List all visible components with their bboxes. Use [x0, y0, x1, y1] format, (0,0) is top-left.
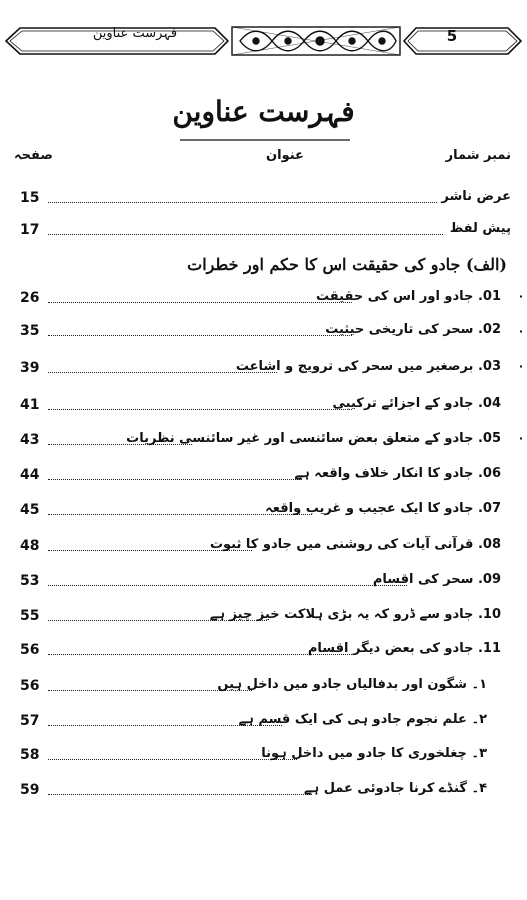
leader-dots	[48, 335, 352, 336]
toc-label: 05. جادو کے متعلق بعض سائنسی اور غیر سائنسی نظریات	[126, 431, 501, 446]
toc-page-number: 56	[20, 678, 40, 694]
leader-dots	[48, 585, 407, 586]
toc-page-number: 35	[20, 323, 40, 339]
leader-dots	[48, 479, 302, 480]
toc-row-05[interactable]: 43 05. جادو کے متعلق بعض سائنسی اور غیر سائنسی نظریات ·	[20, 431, 523, 448]
toc-label: عرض ناشر	[441, 189, 511, 204]
ornament-icon	[232, 27, 400, 55]
column-header-title: عنوان	[266, 148, 304, 163]
toc-label: ۴۔ گنڈے کرنا جادوئی عمل ہے	[303, 781, 487, 796]
toc-label: 07. جادو کا ایک عجیب و غریب واقعہ	[265, 501, 501, 516]
toc-subrow-4[interactable]	[0, 780, 527, 806]
toc-page-number: 48	[20, 538, 40, 554]
toc-page-number: 57	[20, 713, 40, 729]
toc-page-number: 58	[20, 747, 40, 763]
page-number: 5	[446, 27, 458, 45]
toc-label: 09. سحر کی اقسام	[372, 572, 501, 587]
toc-row-09[interactable]	[0, 571, 527, 597]
toc-page-number: 43	[20, 432, 40, 448]
toc-row-02[interactable]: 35 02. سحر کی تاریخی حیثیت ·	[20, 322, 523, 339]
toc-row-08[interactable]	[0, 536, 527, 562]
toc-page-number: 39	[20, 360, 40, 376]
toc-page-number: 41	[20, 397, 40, 413]
leader-dots	[48, 759, 297, 760]
toc-label: 01. جادو اور اس کی حقیقت	[316, 289, 501, 304]
toc-row-10[interactable]	[0, 606, 527, 632]
toc-label: ۳۔ چغلخوری کا جادو میں داخل ہونا	[261, 746, 487, 761]
toc-label: ۱۔ شگون اور بدفالیاں جادو میں داخل ہیں	[217, 677, 487, 692]
column-header-page: صفحہ	[14, 148, 53, 163]
toc-row-front-1[interactable]	[0, 188, 527, 214]
toc-page-number: 15	[20, 190, 40, 206]
toc-label: پیش لفظ	[449, 221, 511, 236]
toc-row-03[interactable]: 39 03. برصغیر میں سحر کی ترویج و اشاعت ·	[20, 359, 523, 376]
toc-label: 06. جادو کا انکار خلاف واقعہ ہے	[294, 466, 501, 481]
toc-label: 03. برصغیر میں سحر کی ترویج و اشاعت	[235, 359, 501, 374]
toc-page-number: 53	[20, 573, 40, 589]
toc-label: ۲۔ علم نجوم جادو ہی کی ایک قسم ہے	[238, 712, 487, 727]
section-heading: (الف) جادو کی حقیقت اس کا حکم اور خطرات	[187, 255, 507, 274]
toc-subrow-1[interactable]	[0, 676, 527, 702]
toc-subrow-2[interactable]	[0, 711, 527, 737]
page-title: فہرست عناوین	[172, 95, 355, 128]
toc-page-number: 44	[20, 467, 40, 483]
toc-page-number: 26	[20, 290, 40, 306]
leader-dots	[48, 794, 312, 795]
toc-row-01[interactable]: 26 01. جادو اور اس کی حقیقت ·	[20, 289, 523, 306]
toc-label: 08. قرآنی آیات کی روشنی میں جادو کا ثبوت	[209, 537, 501, 552]
toc-row-11[interactable]	[0, 640, 527, 666]
toc-row-04[interactable]	[0, 395, 527, 421]
toc-subrow-3[interactable]	[0, 745, 527, 771]
toc-label: 10. جادو سے ڈرو کہ یہ بڑی ہلاکت خیز چیز ہے	[209, 607, 501, 622]
toc-page-number: 56	[20, 642, 40, 658]
leader-dots	[48, 654, 352, 655]
toc-page-number: 17	[20, 222, 40, 238]
title-underline	[180, 136, 350, 144]
toc-page-number: 59	[20, 782, 40, 798]
toc-row-07[interactable]	[0, 500, 527, 526]
toc-label: 11. جادو کی بعض دیگر اقسام	[307, 641, 501, 656]
leader-dots	[48, 409, 352, 410]
toc-page-number: 55	[20, 608, 40, 624]
toc-row-06[interactable]	[0, 465, 527, 491]
toc-label: 04. جادو کے اجزائے ترکیبی	[332, 396, 501, 411]
toc-label: 02. سحر کی تاریخی حیثیت	[325, 322, 501, 337]
column-header-serial: نمبر شمار	[445, 148, 511, 163]
running-title: فہرست عناوین	[92, 26, 178, 41]
toc-row-front-2[interactable]	[0, 220, 527, 246]
leader-dots	[48, 302, 352, 303]
leader-dots	[48, 202, 437, 203]
leader-dots	[48, 234, 443, 235]
toc-page-number: 45	[20, 502, 40, 518]
